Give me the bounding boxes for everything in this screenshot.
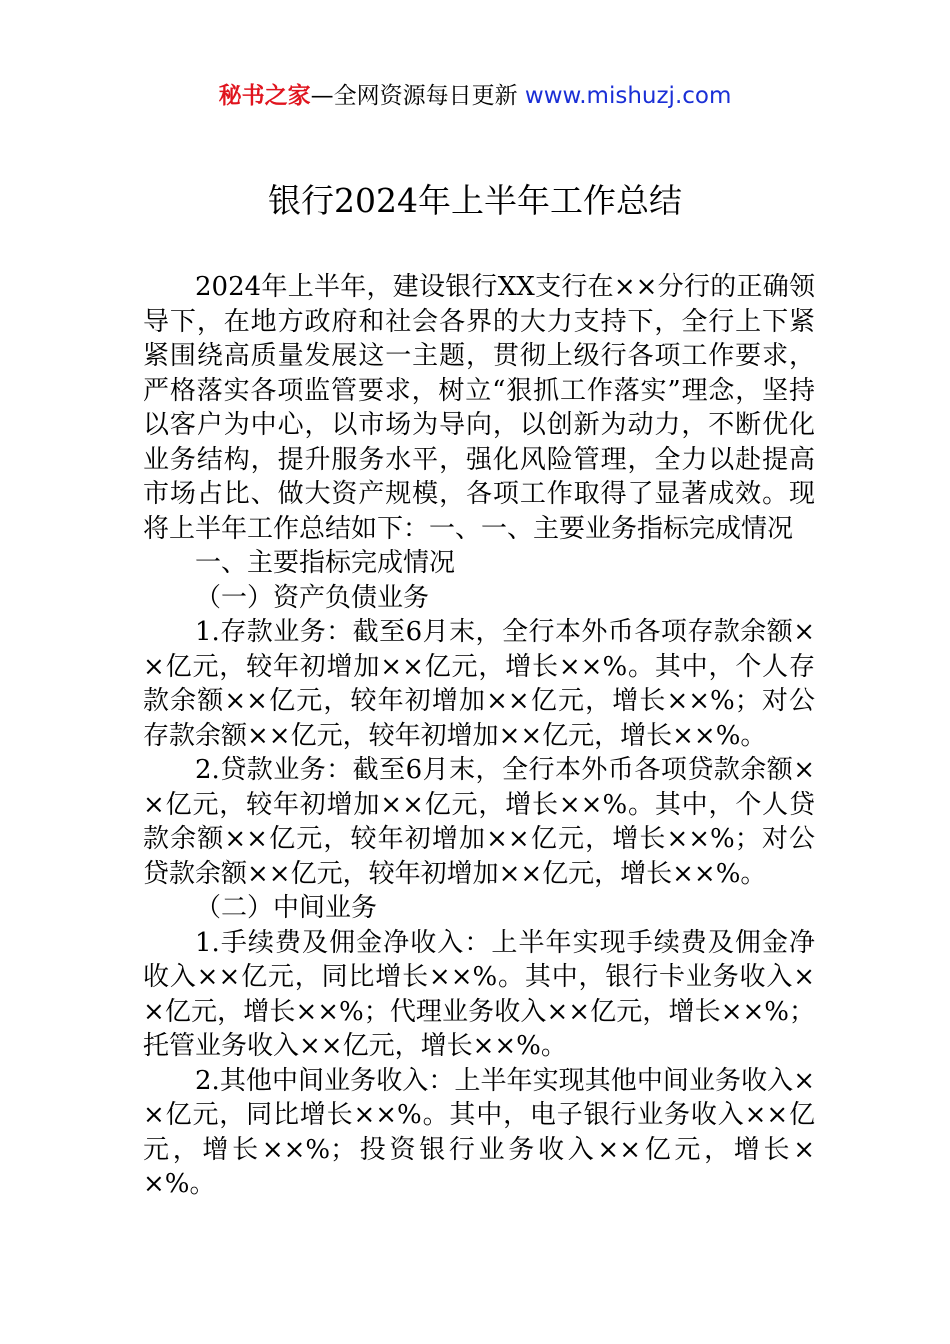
section-heading: 一、主要指标完成情况: [195, 548, 456, 578]
site-header: [0, 80, 950, 112]
site-brand: 秘书之家: [218, 83, 311, 109]
site-url-link[interactable]: www.mishuzj.com: [524, 83, 732, 109]
loan-paragraph: 2.贷款业务：截至6月末，全行本外币各项贷款余额××亿元，较年初增加××亿元，增长××%。其中，个人贷款余额××亿元，较年初增加××亿元，增长××%；对公贷款余额××亿元，较年初增加××亿元，增长××%。: [143, 755, 815, 889]
site-tagline: —全网资源每日更新: [310, 83, 518, 109]
subsection-heading-assets: （一）资产负债业务: [195, 582, 430, 613]
document-title: 银行2024年上半年工作总结: [268, 181, 682, 220]
subsection-heading-intermediary: （二）中间业务: [195, 893, 378, 923]
document-body: [143, 270, 815, 1202]
other-income-paragraph: 2.其他中间业务收入：上半年实现其他中间业务收入××亿元，同比增长××%。其中，电子银行业务收入××亿元，增长××%；投资银行业务收入××亿元，增长××%。: [143, 1065, 815, 1199]
intro-paragraph: 2024年上半年，建设银行XX支行在××分行的正确领导下，在地方政府和社会各界的大力支持下，全行上下紧紧围绕高质量发展这一主题，贯彻上级行各项工作要求，严格落实各项监管要求，树立“狠抓工作落实”理念，坚持以客户为中心，以市场为导向，以创新为动力，不断优化业务结构，提升服务水平，强化风险管理，全力以赴提高市场占比、做大资产规模，各项工作取得了显著成效。现将上半年工作总结如下：一、一、主要业务指标完成情况: [143, 272, 815, 544]
fee-income-paragraph: 1.手续费及佣金净收入：上半年实现手续费及佣金净收入××亿元，同比增长××%。其中，银行卡业务收入××亿元，增长××%；代理业务收入××亿元，增长××%；托管业务收入××亿元，增长××%。: [143, 927, 815, 1061]
deposit-paragraph: 1.存款业务：截至6月末，全行本外币各项存款余额××亿元，较年初增加××亿元，增长××%。其中，个人存款余额××亿元，较年初增加××亿元，增长××%；对公存款余额××亿元，较年初增加××亿元，增长××%。: [143, 617, 815, 751]
